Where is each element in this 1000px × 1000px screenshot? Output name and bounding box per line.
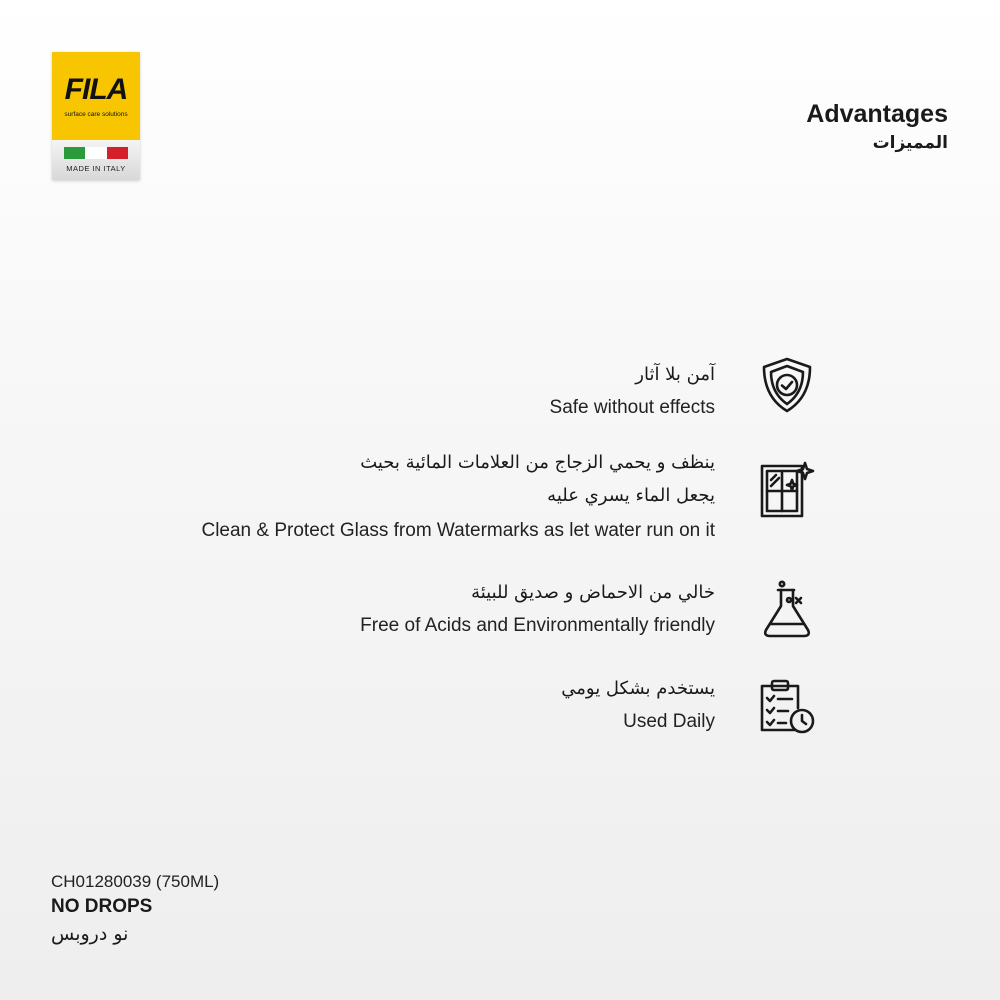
product-sku: CH01280039 (750ML)	[51, 872, 220, 891]
clipboard-clock-icon	[758, 678, 816, 736]
advantage-text-en: Safe without effects	[549, 397, 715, 418]
advantage-text-ar-line1: ينظف و يحمي الزجاج من العلامات المائية بحيث	[360, 452, 715, 473]
header-title-ar: المميزات	[872, 133, 948, 153]
advantage-item-acid-free	[360, 576, 715, 642]
advantage-item-safe	[550, 358, 715, 424]
advantage-text-ar: خالي من الاحماض و صديق للبيئة	[471, 582, 715, 603]
logo-wordmark: FILA	[64, 72, 128, 106]
advantage-text-en: Free of Acids and Environmentally friendly	[360, 615, 715, 636]
product-footer	[51, 870, 219, 948]
advantage-item-glass	[201, 446, 715, 547]
product-name-ar: نو دروبس	[51, 923, 129, 945]
made-in-label: MADE IN ITALY	[66, 164, 126, 173]
advantage-text-ar: يستخدم بشكل يومي	[561, 678, 715, 699]
advantage-text-ar-line2: يجعل الماء يسري عليه	[547, 485, 715, 506]
advantage-text-en: Clean & Protect Glass from Watermarks as let water run on it	[201, 520, 715, 541]
shield-check-icon	[758, 356, 816, 414]
advantage-text-en: Used Daily	[623, 711, 715, 732]
product-name-en: NO DROPS	[51, 896, 153, 917]
flask-icon	[758, 580, 816, 638]
advantage-text-ar: آمن بلا آثار	[635, 364, 715, 385]
advantage-item-daily	[561, 672, 715, 738]
window-sparkle-icon	[758, 460, 816, 518]
logo-tagline: surface care solutions	[64, 110, 128, 118]
header-title-en: Advantages	[806, 100, 948, 128]
